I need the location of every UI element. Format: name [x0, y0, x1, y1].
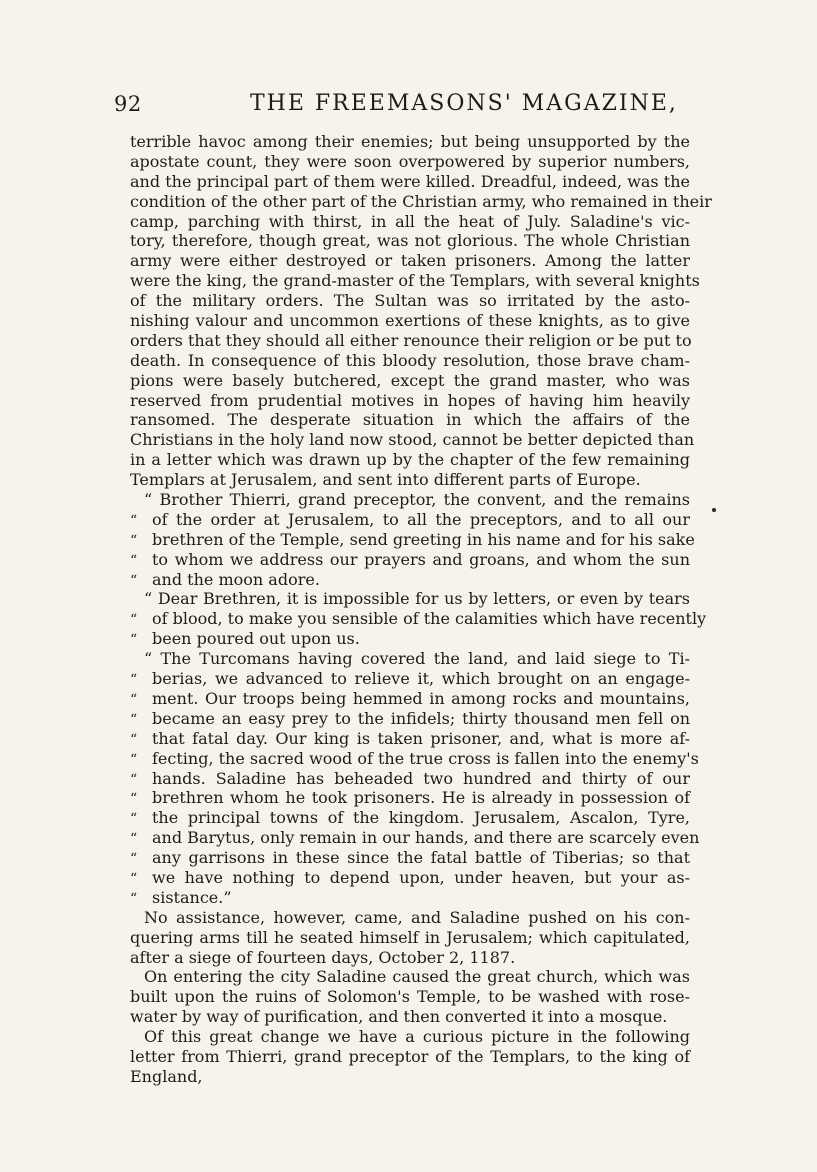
quoted-line — [130, 709, 690, 729]
quoted-line — [130, 689, 690, 709]
quoted-line — [130, 550, 690, 570]
running-head: THE FREEMASONS' MAGAZINE, — [250, 91, 678, 116]
text-line: that fatal day. Our king is taken prisoner, and, what is more af- — [152, 728, 690, 748]
text-line: England, — [130, 1066, 203, 1086]
text-line: after a siege of fourteen days, October 2, 1187. — [130, 947, 516, 967]
text-line: and the moon adore. — [152, 569, 320, 589]
text-line: army were either destroyed or taken prisoners. Among the latter — [130, 251, 690, 271]
text-line: terrible havoc among their enemies; but being unsupported by the — [130, 132, 690, 151]
text-line: ransomed. The desperate situation in which the affairs of the — [130, 410, 690, 430]
quote-mark: “ — [130, 532, 138, 549]
text-line: Of this great change we have a curious picture in the following — [144, 1027, 690, 1047]
text-line: nishing valour and uncommon exertions of these knights, as to give — [130, 311, 690, 331]
text-line: water by way of purification, and then converted it into a mosque. — [130, 1007, 668, 1027]
quote-mark: “ — [130, 691, 138, 708]
text-line: brethren of the Temple, send greeting in his name and for his sake — [152, 529, 695, 549]
text-line: built upon the ruins of Solomon's Temple, to be washed with rose- — [130, 987, 690, 1007]
text-line: Templars at Jerusalem, and sent into different parts of Europe. — [130, 470, 641, 490]
quote-mark: “ — [130, 711, 138, 728]
text-line: death. In consequence of this bloody resolution, those brave cham- — [130, 350, 690, 370]
text-line: ment. Our troops being hemmed in among rocks and mountains, — [152, 688, 690, 708]
text-line: fecting, the sacred wood of the true cross is fallen into the enemy's — [152, 748, 699, 768]
page-number: 92 — [114, 92, 142, 116]
quote-mark: “ — [130, 632, 138, 649]
body-text — [130, 132, 712, 1087]
quote-mark: “ — [130, 870, 138, 887]
text-line: sistance.” — [152, 887, 232, 907]
text-line: became an easy prey to the infidels; thirty thousand men fell on — [152, 708, 690, 728]
quote-mark: “ — [130, 890, 138, 907]
quote-mark: “ — [130, 552, 138, 569]
quoted-line — [130, 788, 690, 808]
quoted-line — [130, 848, 690, 868]
text-line: of the order at Jerusalem, to all the preceptors, and to all our — [152, 509, 690, 529]
text-line: of the military orders. The Sultan was so irritated by the asto- — [130, 291, 690, 311]
quoted-line — [130, 609, 707, 629]
text-line: any garrisons in these since the fatal battle of Tiberias; so that — [152, 848, 690, 868]
text-line: we have nothing to depend upon, under heaven, but your as- — [152, 867, 690, 887]
text-line: berias, we advanced to relieve it, which brought on an engage- — [152, 669, 690, 689]
text-line: and Barytus, only remain in our hands, and there are scarcely even — [152, 828, 700, 848]
text-line: Christians in the holy land now stood, cannot be better depicted than — [130, 430, 695, 450]
quoted-line — [130, 868, 690, 888]
text-line: brethren whom he took prisoners. He is already in possession of — [152, 788, 690, 808]
text-line: On entering the city Saladine caused the great church, which was — [144, 967, 690, 987]
text-line: quering arms till he seated himself in Jerusalem; which capitulated, — [130, 927, 690, 947]
text-line: orders that they should all either renounce their religion or be put to — [130, 330, 692, 350]
text-line: pions were basely butchered, except the grand master, who was — [130, 370, 690, 390]
quote-mark: “ — [130, 771, 138, 788]
text-line: apostate count, they were soon overpowered by superior numbers, — [130, 151, 690, 171]
quoted-line — [130, 769, 690, 789]
quote-mark: “ — [130, 831, 138, 848]
text-line: were the king, the grand-master of the Templars, with several knights — [130, 271, 700, 291]
text-line: and the principal part of them were killed. Dreadful, indeed, was the — [130, 171, 690, 191]
quoted-line — [130, 748, 699, 769]
text-line: condition of the other part of the Christian army, who remained in their — [130, 191, 712, 211]
quoted-line — [130, 729, 690, 749]
ink-speck — [712, 508, 716, 512]
text-line: been poured out upon us. — [152, 629, 360, 649]
quote-mark: “ — [130, 811, 138, 828]
text-line: “ Brother Thierri, grand preceptor, the convent, and the remains — [144, 490, 690, 510]
text-line: tory, therefore, though great, was not glorious. The whole Christian — [130, 231, 690, 251]
quoted-line — [130, 510, 690, 530]
quoted-line — [130, 808, 690, 828]
text-line: in a letter which was drawn up by the chapter of the few remaining — [130, 450, 690, 470]
quote-mark: “ — [130, 851, 138, 868]
text-line: to whom we address our prayers and groans, and whom the sun — [152, 549, 690, 569]
text-line: camp, parching with thirst, in all the heat of July. Saladine's vic- — [130, 211, 690, 231]
text-line: of blood, to make you sensible of the calamities which have recently — [152, 609, 707, 629]
quote-mark: “ — [130, 751, 138, 768]
quote-mark: “ — [130, 512, 138, 529]
quote-mark: “ — [130, 672, 138, 689]
text-line: reserved from prudential motives in hopes of having him heavily — [130, 390, 690, 410]
quote-mark: “ — [130, 612, 138, 629]
quote-mark: “ — [130, 731, 138, 748]
quoted-line — [130, 828, 700, 848]
quote-mark: “ — [130, 572, 138, 589]
quote-mark: “ — [130, 791, 138, 808]
quoted-line — [130, 888, 690, 908]
text-line: “ Dear Brethren, it is impossible for us by letters, or even by tears — [144, 589, 690, 609]
quoted-line — [130, 570, 690, 590]
text-line: letter from Thierri, grand preceptor of the Templars, to the king of — [130, 1046, 690, 1066]
text-line: the principal towns of the kingdom. Jerusalem, Ascalon, Tyre, — [152, 808, 690, 828]
text-line: No assistance, however, came, and Saladine pushed on his con- — [144, 907, 690, 927]
text-line: hands. Saladine has beheaded two hundred and thirty of our — [152, 768, 690, 788]
quoted-line — [130, 669, 690, 689]
text-line: “ The Turcomans having covered the land, and laid siege to Ti- — [144, 649, 690, 669]
quoted-line — [130, 529, 695, 550]
quoted-line — [130, 629, 690, 649]
